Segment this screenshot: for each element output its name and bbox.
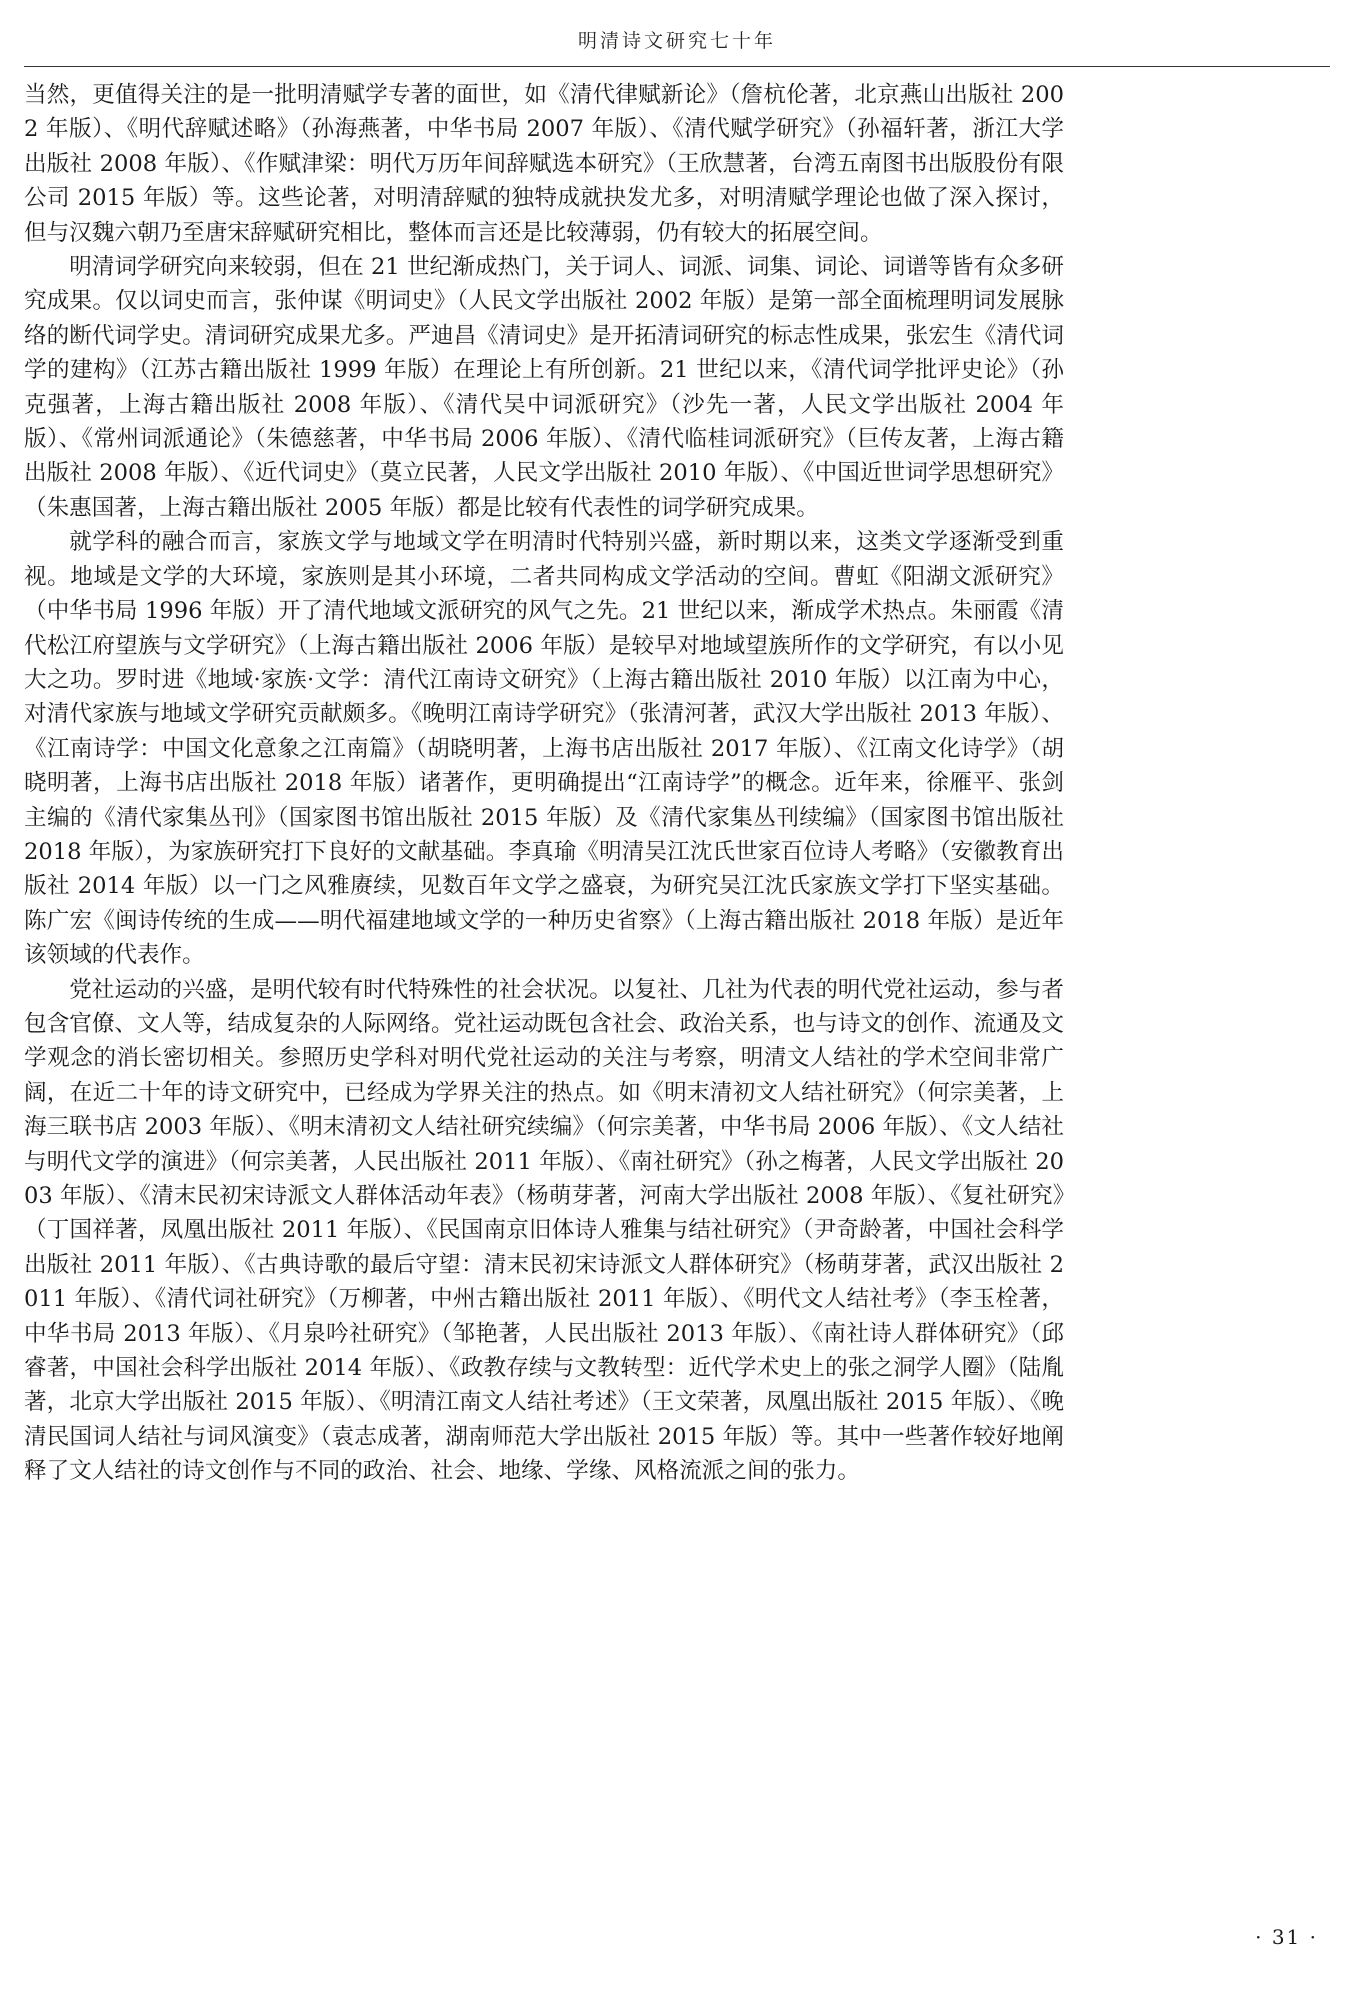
paragraph-ci-studies: 明清词学研究向来较弱，但在 21 世纪渐成热门，关于词人、词派、词集、词论、词谱等皆有众多研究成果。仅以词史而言，张仲谋《明词史》（人民文学出版社 2002 年版）是第一部全面梳理明词发展脉络的断代词学史。清词研究成果尤多。严迪昌《清词史》是开拓清词研究的标志性成果，张宏生《清代词学的建构》（江苏古籍出版社 1999 年版）在理论上有所创新。21 世纪以来，《清代词学批评史论》（孙克强著，上海古籍出版社 2008 年版）、《清代吴中词派研究》（沙先一著，人民文学出版社 2004 年版）、《常州词派通论》（朱德慈著，中华书局 2006 年版）、《清代临桂词派研究》（巨传友著，上海古籍出版社 2008 年版）、《近代词史》（莫立民著，人民文学出版社 2010 年版）、《中国近世词学思想研究》（朱惠国著，上海古籍出版社 2005 年版）都是比较有代表性的词学研究成果。 <box>24 254 1064 521</box>
page-number: · 31 · <box>1255 1925 1318 1949</box>
body-text <box>24 78 1064 1489</box>
paragraph-family-regional-literature: 就学科的融合而言，家族文学与地域文学在明清时代特别兴盛，新时期以来，这类文学逐渐受到重视。地域是文学的大环境，家族则是其小环境，二者共同构成文学活动的空间。曹虹《阳湖文派研究》（中华书局 1996 年版）开了清代地域文派研究的风气之先。21 世纪以来，渐成学术热点。朱丽霞《清代松江府望族与文学研究》（上海古籍出版社 2006 年版）是较早对地域望族所作的文学研究，有以小见大之功。罗时进《地域·家族·文学：清代江南诗文研究》（上海古籍出版社 2010 年版）以江南为中心，对清代家族与地域文学研究贡献颇多。《晚明江南诗学研究》（张清河著，武汉大学出版社 2013 年版）、《江南诗学：中国文化意象之江南篇》（胡晓明著，上海书店出版社 2017 年版）、《江南文化诗学》（胡晓明著，上海书店出版社 2018 年版）诸著作，更明确提出“江南诗学”的概念。近年来，徐雁平、张剑主编的《清代家集丛刊》（国家图书馆出版社 2015 年版）及《清代家集丛刊续编》（国家图书馆出版社 2018 年版），为家族研究打下良好的文献基础。李真瑜《明清吴江沈氏世家百位诗人考略》（安徽教育出版社 2014 年版）以一门之风雅赓续，见数百年文学之盛衰，为研究吴江沈氏家族文学打下坚实基础。陈广宏《闽诗传统的生成——明代福建地域文学的一种历史省察》（上海古籍出版社 2018 年版）是近年该领域的代表作。 <box>24 529 1064 969</box>
paragraph-literati-societies: 党社运动的兴盛，是明代较有时代特殊性的社会状况。以复社、几社为代表的明代党社运动，参与者包含官僚、文人等，结成复杂的人际网络。党社运动既包含社会、政治关系，也与诗文的创作、流通及文学观念的消长密切相关。参照历史学科对明代党社运动的关注与考察，明清文人结社的学术空间非常广阔，在近二十年的诗文研究中，已经成为学界关注的热点。如《明末清初文人结社研究》（何宗美著，上海三联书店 2003 年版）、《明末清初文人结社研究续编》（何宗美著，中华书局 2006 年版）、《文人结社与明代文学的演进》（何宗美著，人民出版社 2011 年版）、《南社研究》（孙之梅著，人民文学出版社 2003 年版）、《清末民初宋诗派文人群体活动年表》（杨萌芽著，河南大学出版社 2008 年版）、《复社研究》（丁国祥著，凤凰出版社 2011 年版）、《民国南京旧体诗人雅集与结社研究》（尹奇龄著，中国社会科学出版社 2011 年版）、《古典诗歌的最后守望：清末民初宋诗派文人群体研究》（杨萌芽著，武汉出版社 2011 年版）、《清代词社研究》（万柳著，中州古籍出版社 2011 年版）、《明代文人结社考》（李玉栓著，中华书局 2013 年版）、《月泉吟社研究》（邹艳著，人民出版社 2013 年版）、《南社诗人群体研究》（邱睿著，中国社会科学出版社 2014 年版）、《政教存续与文教转型：近代学术史上的张之洞学人圈》（陆胤著，北京大学出版社 2015 年版）、《明清江南文人结社考述》（王文荣著，凤凰出版社 2015 年版）、《晚清民国词人结社与词风演变》（袁志成著，湖南师范大学出版社 2015 年版）等。其中一些著作较好地阐释了文人结社的诗文创作与不同的政治、社会、地缘、学缘、风格流派之间的张力。 <box>24 976 1064 1485</box>
running-head: 明清诗文研究七十年 <box>577 30 776 52</box>
header-rule <box>24 66 1330 67</box>
paragraph-fu-studies: 当然，更值得关注的是一批明清赋学专著的面世，如《清代律赋新论》（詹杭伦著，北京燕山出版社 2002 年版）、《明代辞赋述略》（孙海燕著，中华书局 2007 年版）、《清代赋学研究》（孙福轩著，浙江大学出版社 2008 年版）、《作赋津梁：明代万历年间辞赋选本研究》（王欣慧著，台湾五南图书出版股份有限公司 2015 年版）等。这些论著，对明清辞赋的独特成就抉发尤多，对明清赋学理论也做了深入探讨，但与汉魏六朝乃至唐宋辞赋研究相比，整体而言还是比较薄弱，仍有较大的拓展空间。 <box>24 82 1064 246</box>
